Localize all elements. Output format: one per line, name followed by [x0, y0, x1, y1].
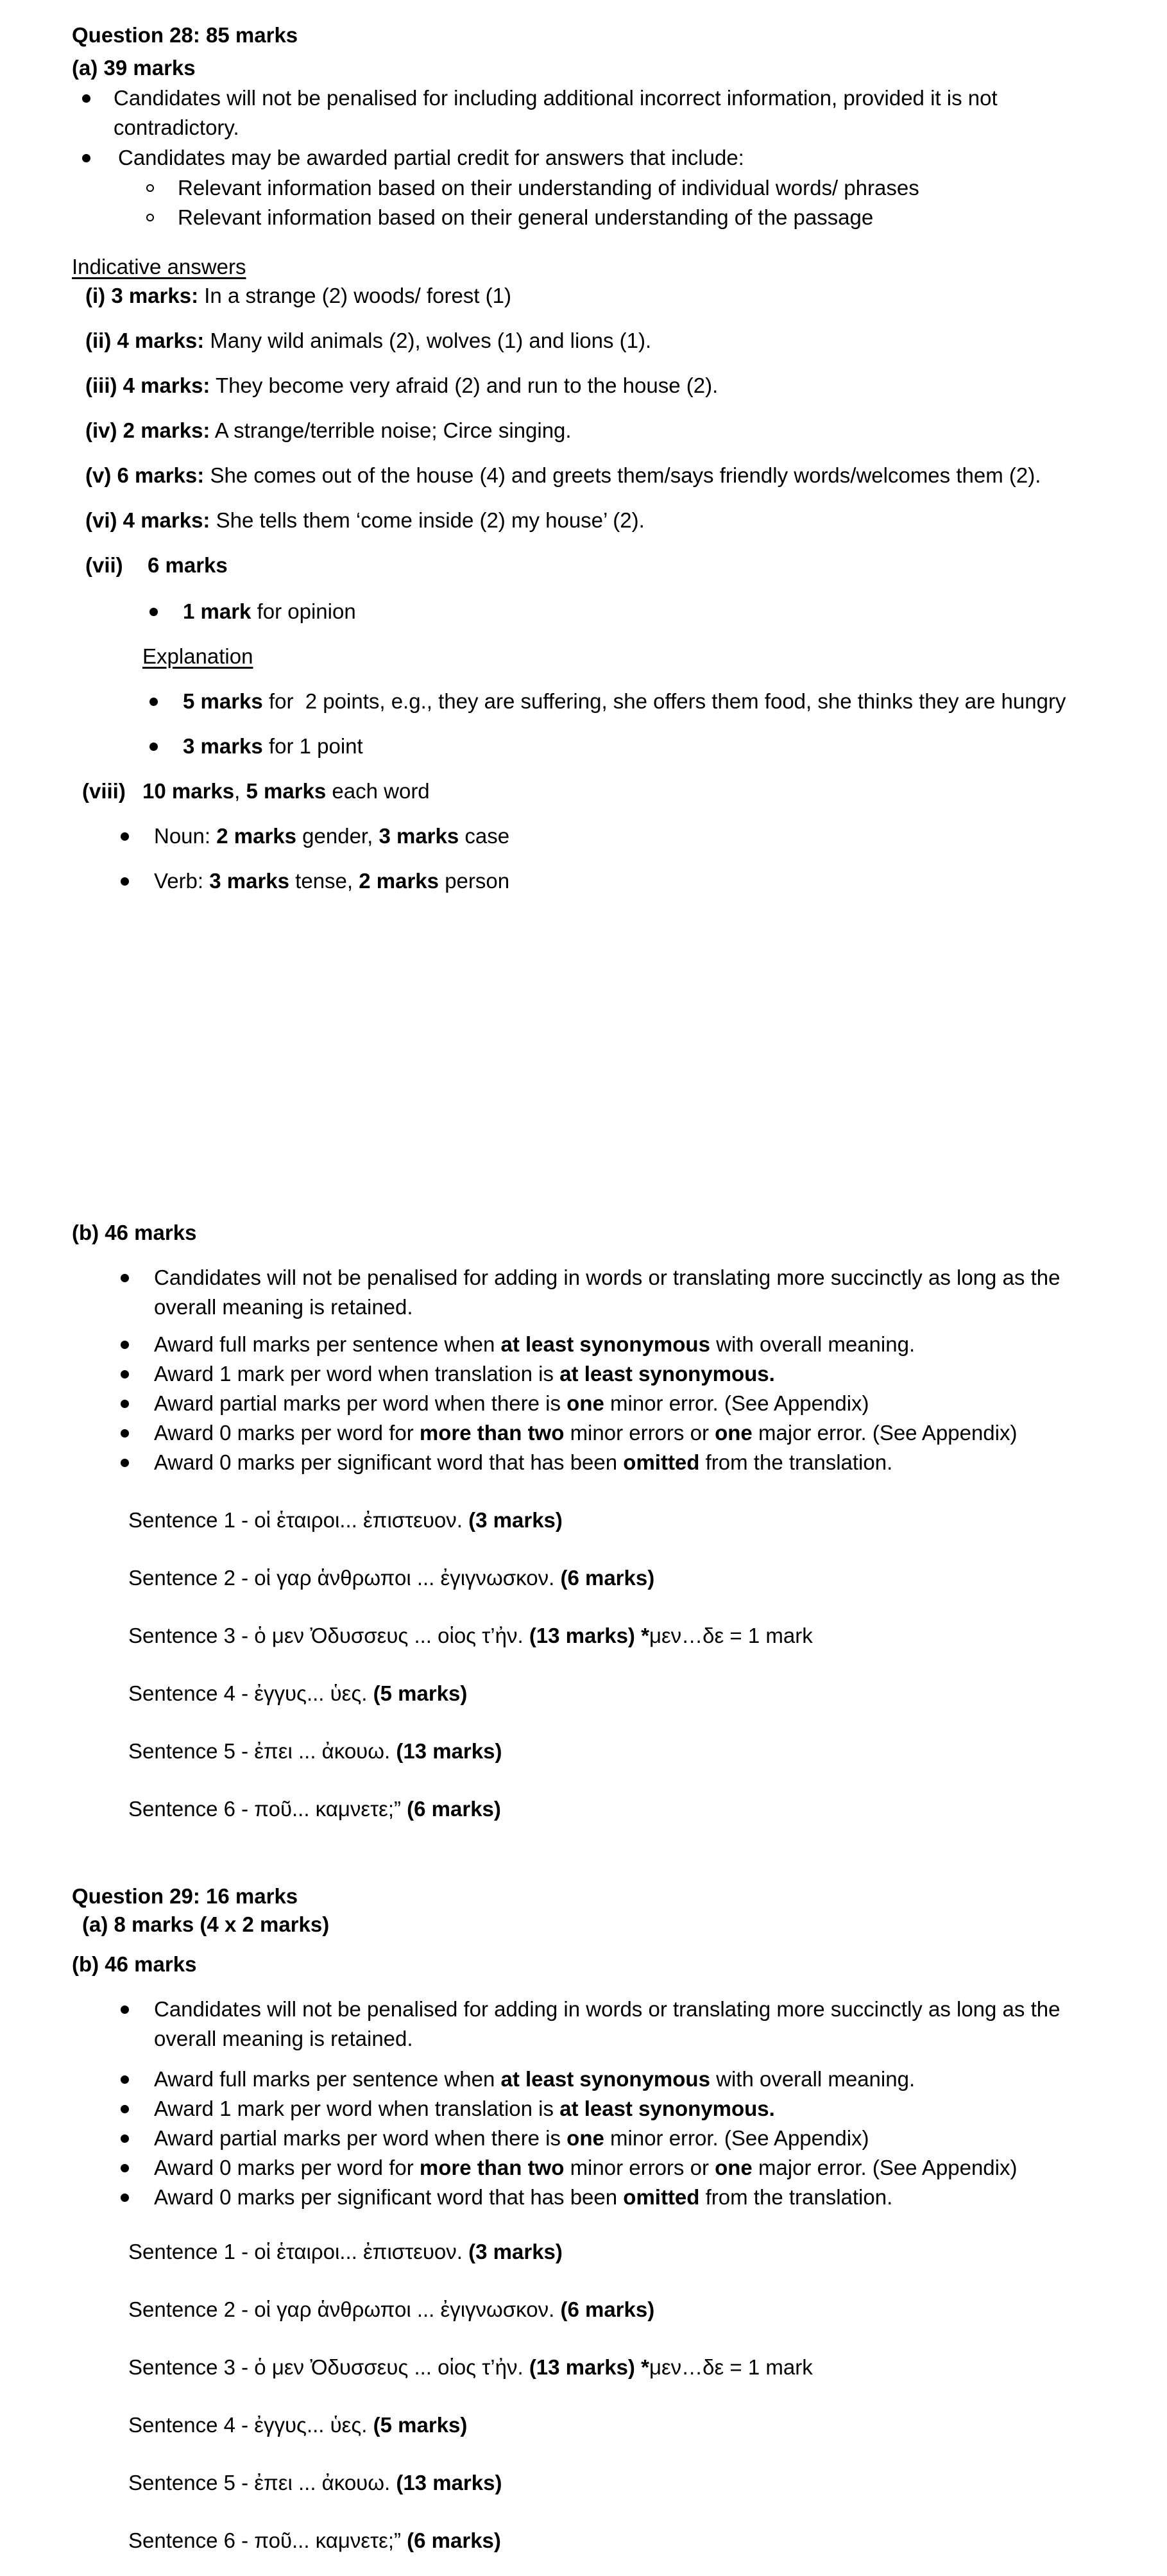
q28-sentence-2: Sentence 2 - οἱ γαρ ἁνθρωποι ... ἐγιγνωσκον. (6 marks)	[128, 1566, 655, 1590]
q29-b-bullet-1: Candidates will not be penalised for adding in words or translating more succinctly as long as the overall meaning is retained.	[154, 1997, 1061, 2050]
q29-sentence-4: Sentence 4 - ἐγγυς... ὑες. (5 marks)	[128, 2413, 468, 2437]
viii-noun: Noun: 2 marks gender, 3 marks case	[154, 824, 510, 848]
q29-title: Question 29: 16 marks	[72, 1884, 298, 1908]
q28-sentence-1: Sentence 1 - οἱ ἑταιροι... ἐπιστευον. (3 marks)	[128, 1508, 563, 1532]
q29-b-bullet-3: Award 1 mark per word when translation is at least synonymous.	[154, 2097, 775, 2120]
bullet-icon	[121, 1459, 129, 1467]
bullet-icon	[121, 2194, 129, 2202]
q28-b-bullet-5: Award 0 marks per word for more than two minor errors or one major error. (See Appendix)	[154, 1421, 1018, 1445]
q28-a-sub-bullet-2: Relevant information based on their general understanding of the passage	[178, 205, 874, 229]
explanation-heading: Explanation	[142, 644, 253, 668]
q28-title: Question 28: 85 marks	[72, 23, 298, 47]
bullet-icon	[121, 1274, 129, 1282]
circle-bullet-icon	[146, 214, 154, 221]
bullet-icon	[121, 832, 129, 841]
bullet-icon	[149, 608, 158, 616]
q29-part-a: (a) 8 marks (4 x 2 marks)	[82, 1912, 330, 1936]
q28-sentence-4: Sentence 4 - ἐγγυς... ὑες. (5 marks)	[128, 1681, 468, 1705]
answer-iv: (iv) 2 marks: A strange/terrible noise; Circe singing.	[85, 418, 572, 442]
answer-vii-label: (vii)	[85, 553, 123, 577]
bullet-icon	[121, 1370, 129, 1378]
circle-bullet-icon	[146, 184, 154, 192]
bullet-icon	[82, 154, 90, 162]
q28-b-bullet-2: Award full marks per sentence when at least synonymous with overall meaning.	[154, 1332, 916, 1356]
bullet-icon	[121, 2005, 129, 2014]
q28-b-bullet-3: Award 1 mark per word when translation is at least synonymous.	[154, 1362, 775, 1386]
answer-ii: (ii) 4 marks: Many wild animals (2), wolves (1) and lions (1).	[85, 329, 652, 352]
q28-sentence-3: Sentence 3 - ὁ μεν Ὀδυσσευς ... οἱος τ’ἠν. (13 marks) *μεν…δε = 1 mark	[128, 1624, 813, 1647]
q29-sentence-5: Sentence 5 - ἐπει ... ἀκουω. (13 marks)	[128, 2471, 502, 2494]
bullet-icon	[121, 1400, 129, 1408]
q28-part-a-heading: (a) 39 marks	[72, 56, 196, 80]
indicative-answers-heading: Indicative answers	[72, 255, 246, 279]
q28-b-bullet-1: Candidates will not be penalised for adding in words or translating more succinctly as long as the overall meaning is retained.	[154, 1266, 1061, 1319]
bullet-icon	[149, 698, 158, 706]
q29-b-bullet-6: Award 0 marks per significant word that has been omitted from the translation.	[154, 2185, 893, 2209]
q29-sentence-2: Sentence 2 - οἱ γαρ ἁνθρωποι ... ἐγιγνωσκον. (6 marks)	[128, 2297, 655, 2321]
bullet-icon	[121, 2075, 129, 2084]
vii-explanation-2: 3 marks for 1 point	[183, 734, 363, 758]
bullet-icon	[149, 743, 158, 751]
q29-b-bullet-5: Award 0 marks per word for more than two minor errors or one major error. (See Appendix)	[154, 2156, 1018, 2179]
q28-a-bullet-1: Candidates will not be penalised for including additional incorrect information, provided it is not contradictory.	[114, 86, 998, 139]
q29-sentence-6: Sentence 6 - ποῦ... καμνετε;” (6 marks)	[128, 2529, 501, 2552]
q28-a-sub-bullet-1: Relevant information based on their understanding of individual words/ phrases	[178, 176, 919, 200]
vii-explanation-1: 5 marks for 2 points, e.g., they are suffering, she offers them food, she thinks they are hungry	[183, 689, 1066, 713]
q28-a-bullet-2: Candidates may be awarded partial credit for answers that include:	[118, 146, 744, 169]
answer-iii: (iii) 4 marks: They become very afraid (2) and run to the house (2).	[85, 374, 719, 397]
bullet-icon	[121, 2105, 129, 2113]
answer-viii-label: (viii)	[82, 779, 126, 803]
q28-sentence-6: Sentence 6 - ποῦ... καμνετε;” (6 marks)	[128, 1797, 501, 1821]
answer-vi: (vi) 4 marks: She tells them ‘come inside (2) my house’ (2).	[85, 508, 645, 532]
q29-sentence-3: Sentence 3 - ὁ μεν Ὀδυσσευς ... οἱος τ’ἠν. (13 marks) *μεν…δε = 1 mark	[128, 2355, 813, 2379]
q28-b-bullet-6: Award 0 marks per significant word that has been omitted from the translation.	[154, 1450, 893, 1474]
q29-b-bullet-2: Award full marks per sentence when at least synonymous with overall meaning.	[154, 2067, 916, 2091]
answer-v: (v) 6 marks: She comes out of the house (4) and greets them/says friendly words/welcomes them (2).	[85, 463, 1041, 487]
answer-viii-marks: 10 marks, 5 marks each word	[142, 779, 430, 803]
bullet-icon	[121, 1429, 129, 1438]
vii-opinion: 1 mark for opinion	[183, 599, 356, 623]
q29-b-bullet-4: Award partial marks per word when there is one minor error. (See Appendix)	[154, 2126, 869, 2150]
answer-vii-marks: 6 marks	[148, 553, 228, 577]
bullet-icon	[121, 877, 129, 886]
q28-sentence-5: Sentence 5 - ἐπει ... ἀκουω. (13 marks)	[128, 1739, 502, 1763]
q29-sentence-1: Sentence 1 - οἱ ἑταιροι... ἐπιστευον. (3 marks)	[128, 2240, 563, 2263]
viii-verb: Verb: 3 marks tense, 2 marks person	[154, 869, 510, 893]
q28-b-bullet-4: Award partial marks per word when there is one minor error. (See Appendix)	[154, 1391, 869, 1415]
bullet-icon	[121, 1341, 129, 1349]
answer-i: (i) 3 marks: In a strange (2) woods/ forest (1)	[85, 284, 511, 307]
bullet-icon	[82, 94, 90, 103]
bullet-icon	[121, 2164, 129, 2172]
q28-part-b-heading: (b) 46 marks	[72, 1221, 197, 1244]
q29-part-b-heading: (b) 46 marks	[72, 1952, 197, 1976]
bullet-icon	[121, 2134, 129, 2143]
